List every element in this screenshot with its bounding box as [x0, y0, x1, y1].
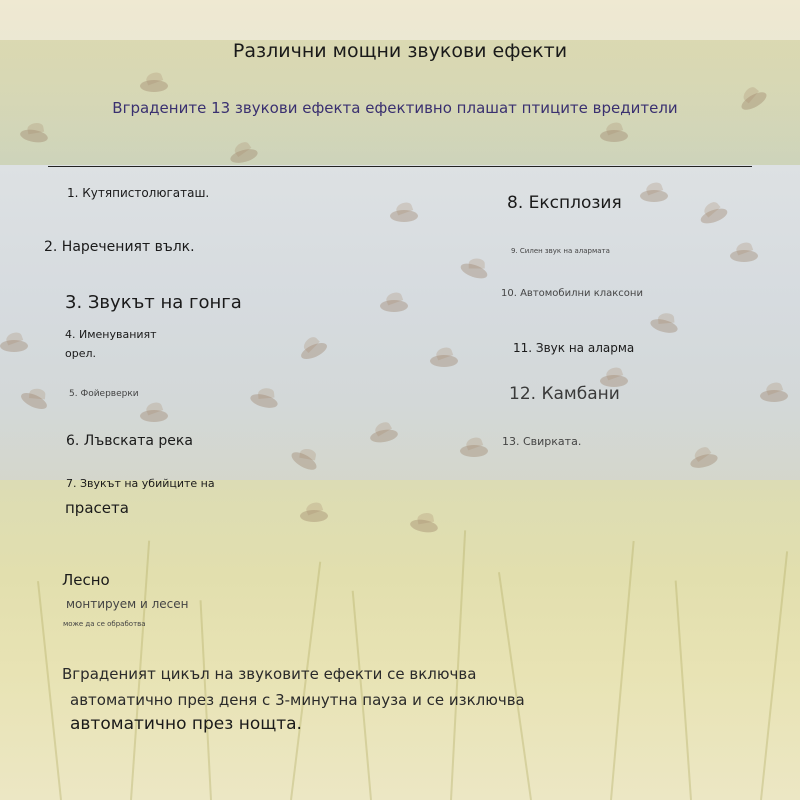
feature-line-3: може да се обработва: [63, 620, 146, 628]
bird-image: [460, 445, 488, 457]
feature-line-2: монтируем и лесен: [66, 597, 189, 611]
effect-item-4-line2: орел.: [65, 347, 97, 360]
bird-image: [640, 190, 668, 202]
bird-image: [430, 355, 458, 367]
cycle-description-line3: автоматично през нощта.: [70, 714, 302, 734]
effect-item-8: 8. Експлозия: [507, 193, 622, 213]
bird-image: [730, 250, 758, 262]
effect-item-3: 3. Звукът на гонга: [65, 292, 242, 313]
page-subtitle: Вградените 13 звукови ефекта ефективно плашат птиците вредители: [112, 99, 678, 117]
bird-image: [0, 340, 28, 352]
bird-image: [600, 130, 628, 142]
effect-item-5: 5. Фойерверки: [69, 389, 139, 399]
bird-image: [140, 80, 168, 92]
divider-line: [48, 166, 752, 167]
page-title: Различни мощни звукови ефекти: [232, 40, 568, 62]
effect-item-7-line1: 7. Звукът на убийците на: [66, 477, 215, 490]
bird-image: [140, 410, 168, 422]
bird-image: [390, 210, 418, 222]
effect-item-2: 2. Нареченият вълк.: [44, 239, 195, 255]
effect-item-11: 11. Звук на аларма: [513, 341, 635, 355]
bird-image: [380, 300, 408, 312]
effect-item-13: 13. Свирката.: [502, 435, 582, 448]
cycle-description-line1: Вграденият цикъл на звуковите ефекти се включва: [62, 665, 477, 683]
cycle-description-line2: автоматично през деня с 3-минутна пауза и се изключва: [70, 691, 525, 709]
effect-item-4-line1: 4. Именуваният: [65, 328, 157, 341]
effect-item-6: 6. Лъвската река: [66, 433, 193, 449]
bird-image: [760, 390, 788, 402]
effect-item-9: 9. Силен звук на алармата: [511, 247, 610, 255]
effect-item-1: 1. Кутяпистолюгаташ.: [67, 186, 210, 200]
bird-image: [300, 510, 328, 522]
effect-item-10: 10. Автомобилни клаксони: [501, 288, 643, 299]
effect-item-7-line2: прасета: [65, 499, 129, 517]
effect-item-12: 12. Камбани: [509, 384, 620, 404]
feature-line-1: Лесно: [62, 571, 110, 589]
